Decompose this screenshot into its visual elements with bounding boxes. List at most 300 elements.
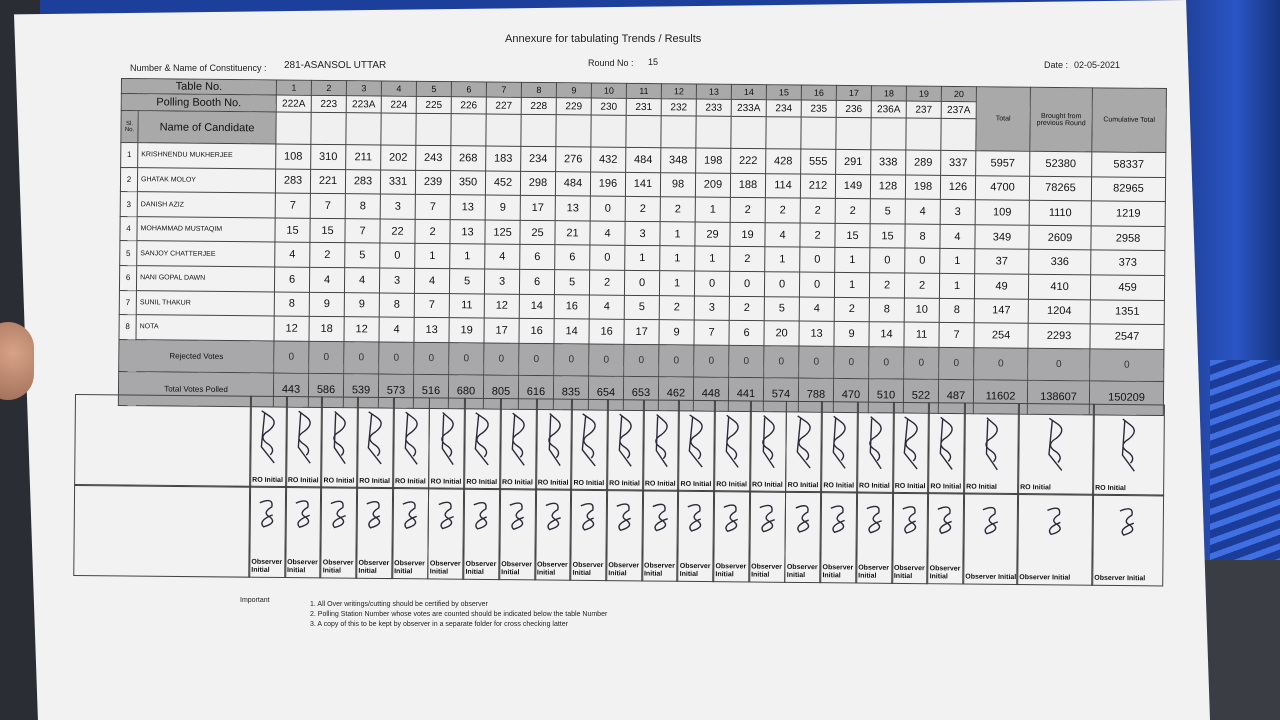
- vote-cell: 0: [905, 248, 940, 273]
- vote-cell: 183: [486, 146, 521, 171]
- vote-cell: 12: [484, 294, 519, 319]
- observer-initial-cell: [641, 489, 680, 581]
- vote-cell: 8: [345, 194, 380, 219]
- vote-cell: 6: [729, 320, 764, 345]
- ro-initial-label: RO Initial: [359, 477, 391, 486]
- total-cell: 4700: [975, 175, 1029, 200]
- rejected-vote-cell: 0: [309, 341, 344, 373]
- ro-initial-label: RO Initial: [894, 482, 926, 491]
- vote-cell: 7: [415, 195, 450, 220]
- vote-cell: 0: [590, 245, 625, 270]
- blank-header-cell: [451, 114, 486, 146]
- ro-initial-cell: [856, 402, 895, 494]
- booth-number-cell: 224: [381, 96, 416, 113]
- blank-header-cell: [696, 116, 731, 148]
- observer-initial-label: Observer Initial: [572, 561, 604, 577]
- observer-initial-cell: [784, 491, 823, 583]
- rejected-vote-cell: 0: [274, 341, 309, 373]
- note-2: 2. Polling Station Number whose votes are counted should be indicated below the table Number: [310, 611, 608, 618]
- vote-cell: 7: [275, 193, 310, 218]
- rejected-cumulative-cell: 0: [1090, 349, 1164, 382]
- total-polled-cell: 448: [693, 377, 728, 412]
- table-number-cell: 11: [626, 83, 661, 98]
- vote-cell: 18: [309, 316, 344, 341]
- ro-signature: [540, 405, 568, 475]
- observer-initial-label: Observer Initial: [465, 560, 497, 576]
- vote-cell: 2: [589, 270, 624, 295]
- ro-signature: [361, 404, 389, 474]
- sl-no-cell: 2: [120, 167, 137, 192]
- vote-cell: 2: [730, 198, 765, 223]
- observer-initial-cell: [855, 492, 894, 584]
- vote-cell: 283: [275, 169, 310, 194]
- booth-number-cell: 223: [311, 95, 346, 112]
- ro-initial-cell: [677, 400, 716, 492]
- observer-initial-label: Observer Initial: [501, 561, 533, 577]
- booth-number-cell: 237A: [941, 101, 976, 118]
- brought-cell: 410: [1028, 274, 1090, 299]
- vote-cell: 283: [345, 169, 380, 194]
- ro-initial-label: RO Initial: [751, 481, 783, 489]
- observer-initial-cell: [498, 488, 537, 580]
- vote-cell: 4: [799, 297, 834, 322]
- observer-initial-label: Observer Initial: [1019, 574, 1071, 582]
- cumulative-cell: 2958: [1091, 226, 1165, 251]
- vote-cell: 7: [694, 320, 729, 345]
- ro-signature: [861, 409, 889, 479]
- vote-cell: 289: [906, 150, 941, 175]
- ro-initial-label: RO Initial: [966, 483, 997, 491]
- observer-initial-label: Observer Initial: [1094, 574, 1146, 583]
- observer-initial-cell: [1091, 494, 1164, 587]
- brought-cell: 336: [1029, 250, 1091, 275]
- ro-initial-cell: [392, 397, 431, 489]
- rejected-vote-cell: 0: [764, 345, 799, 377]
- table-number-cell: 7: [486, 82, 521, 97]
- ro-signature: [576, 406, 604, 476]
- total-cell: 109: [975, 200, 1029, 225]
- ro-signature: [754, 408, 782, 478]
- cumulative-cell: 373: [1091, 250, 1165, 275]
- candidate-name-cell: SANJOY CHATTERJEE: [137, 241, 275, 267]
- page-title: Annexure for tabulating Trends / Results: [505, 33, 702, 45]
- vote-cell: 17: [484, 318, 519, 343]
- vote-cell: 3: [694, 296, 729, 321]
- total-polled-cumulative-cell: 150209: [1089, 381, 1163, 416]
- total-polled-cell: 680: [448, 374, 483, 409]
- observer-signature: [825, 498, 853, 542]
- observer-initial-cell: [712, 490, 751, 582]
- vote-cell: 2: [659, 295, 694, 320]
- brought-header: Brought from previous Round: [1030, 87, 1093, 152]
- total-polled-cell: 441: [728, 377, 763, 412]
- blank-header-cell: [906, 118, 941, 150]
- table-number-cell: 9: [556, 83, 591, 98]
- observer-initial-cell: [534, 488, 573, 580]
- blank-header-cell: [556, 115, 591, 147]
- vote-cell: 13: [799, 321, 834, 346]
- ro-initial-cell: [249, 396, 288, 488]
- total-polled-cell: 788: [798, 378, 833, 413]
- observer-signature: [361, 494, 389, 538]
- ro-initial-label: RO Initial: [609, 480, 640, 488]
- total-polled-cell: 510: [868, 378, 903, 413]
- vote-cell: 198: [905, 175, 940, 200]
- observer-initial-cell: [462, 488, 501, 580]
- ro-initial-cell: [463, 398, 502, 490]
- vote-cell: 1: [659, 271, 694, 296]
- vote-cell: 8: [905, 224, 940, 249]
- vote-cell: 2: [869, 273, 904, 298]
- vote-cell: 2: [729, 296, 764, 321]
- ro-initial-cell: [1092, 404, 1165, 497]
- blank-header-cell: [521, 114, 556, 146]
- observer-signature: [932, 499, 960, 543]
- vote-cell: 9: [344, 292, 379, 317]
- ro-signature: [468, 405, 496, 475]
- vote-cell: 1: [415, 244, 450, 269]
- observer-initial-label: Observer Initial: [536, 561, 568, 577]
- observer-signature: [753, 498, 781, 542]
- observer-initial-label: Observer Initial: [715, 563, 747, 579]
- vote-cell: 16: [519, 318, 554, 343]
- rejected-vote-cell: 0: [589, 344, 624, 376]
- important-label: Important: [240, 597, 270, 604]
- observer-initial-cell: [1016, 493, 1094, 586]
- ro-signature: [290, 403, 318, 473]
- observer-signature: [432, 494, 460, 538]
- vote-cell: 12: [274, 316, 309, 341]
- booth-number-cell: 235: [801, 100, 836, 117]
- ro-initial-label: RO Initial: [859, 482, 890, 490]
- observer-signature: [468, 495, 496, 539]
- booth-number-cell: 229: [556, 98, 591, 115]
- candidate-name-cell: NANI GOPAL DAWN: [136, 266, 274, 292]
- vote-cell: 14: [519, 294, 554, 319]
- vote-cell: 114: [765, 173, 800, 198]
- ro-signature: [790, 408, 818, 478]
- observer-initial-label: Observer Initial: [322, 559, 354, 575]
- cumulative-cell: 1219: [1091, 201, 1165, 226]
- sl-no-header: Sl. No.: [121, 111, 138, 143]
- booth-number-cell: 230: [591, 98, 626, 115]
- observer-initial-cell: [427, 487, 466, 579]
- table-number-cell: 13: [696, 84, 731, 99]
- vote-cell: 291: [836, 149, 871, 174]
- vote-cell: 1: [660, 222, 695, 247]
- vote-cell: 12: [344, 317, 379, 342]
- vote-cell: 209: [695, 173, 730, 198]
- vote-cell: 19: [449, 318, 484, 343]
- observer-initial-cell: [355, 487, 394, 579]
- vote-cell: 2: [625, 197, 660, 222]
- vote-cell: 9: [309, 292, 344, 317]
- vote-cell: 149: [835, 174, 870, 199]
- observer-signature: [968, 500, 1014, 544]
- vote-cell: 0: [590, 196, 625, 221]
- vote-cell: 9: [659, 320, 694, 345]
- observer-signature: [646, 496, 674, 540]
- ro-initial-cell: [785, 401, 824, 493]
- total-polled-cell: 462: [658, 376, 693, 411]
- vote-cell: 221: [310, 169, 345, 194]
- vote-cell: 9: [834, 321, 869, 346]
- vote-cell: 243: [416, 145, 451, 170]
- blank-header-cell: [346, 113, 381, 145]
- rejected-vote-cell: 0: [449, 342, 484, 374]
- observer-signature: [861, 499, 889, 543]
- ro-initial-label: RO Initial: [787, 481, 819, 490]
- vote-cell: 4: [379, 317, 414, 342]
- ro-initial-cell: [642, 399, 681, 491]
- vote-cell: 11: [904, 322, 939, 347]
- observer-initial-label: Observer Initial: [394, 560, 425, 576]
- total-polled-cell: 539: [343, 373, 378, 408]
- brought-cell: 2293: [1028, 323, 1090, 348]
- vote-cell: 5: [554, 270, 589, 295]
- cumulative-cell: 2547: [1090, 324, 1164, 349]
- table-number-cell: 4: [381, 81, 416, 96]
- observer-signature: [325, 493, 353, 537]
- vote-cell: 7: [345, 218, 380, 243]
- cumulative-cell: 1351: [1090, 299, 1164, 324]
- vote-cell: 3: [380, 194, 415, 219]
- booth-number-cell: 225: [416, 96, 451, 113]
- rejected-vote-cell: 0: [414, 342, 449, 374]
- vote-cell: 4: [590, 221, 625, 246]
- observer-initial-cell: [284, 486, 323, 578]
- total-polled-brought-cell: 138607: [1027, 380, 1089, 415]
- vote-cell: 7: [414, 293, 449, 318]
- observer-initial-label: Observer Initial: [822, 564, 854, 580]
- total-header: Total: [976, 87, 1031, 152]
- vote-cell: 7: [310, 194, 345, 219]
- blank-header-cell: [311, 112, 346, 144]
- ro-signature: [326, 403, 354, 473]
- blank-header-cell: [626, 115, 661, 147]
- sl-no-cell: 7: [119, 290, 136, 315]
- observer-initial-cell: [927, 492, 966, 584]
- results-table: [118, 78, 1167, 416]
- candidate-name-cell: SUNIL THAKUR: [136, 290, 274, 316]
- vote-cell: 1: [939, 273, 974, 298]
- vote-cell: 4: [275, 242, 310, 267]
- observer-signature: [611, 496, 639, 540]
- vote-cell: 15: [835, 223, 870, 248]
- ro-initial-cell: [749, 400, 788, 492]
- blank-header-cell: [766, 117, 801, 149]
- ro-initial-label: RO Initial: [323, 477, 355, 485]
- ro-signature: [397, 404, 425, 474]
- ro-initial-cell: [606, 399, 645, 491]
- vote-cell: 2: [415, 219, 450, 244]
- date-label: Date :: [1044, 60, 1069, 70]
- vote-cell: 98: [660, 172, 695, 197]
- booth-number-cell: 226: [451, 97, 486, 114]
- observer-initial-label: Observer Initial: [965, 573, 1017, 582]
- ro-initial-cell: [285, 396, 324, 488]
- sl-no-cell: 5: [120, 241, 137, 266]
- ro-signature: [825, 408, 853, 478]
- vote-cell: 2: [904, 273, 939, 298]
- table-number-cell: 10: [591, 83, 626, 98]
- rejected-vote-cell: 0: [554, 343, 589, 375]
- vote-cell: 1: [940, 249, 975, 274]
- blank-header-cell: [486, 114, 521, 146]
- observer-initial-cell: [891, 492, 930, 584]
- vote-cell: 22: [380, 219, 415, 244]
- vote-cell: 0: [870, 248, 905, 273]
- ro-signature: [647, 406, 675, 476]
- vote-cell: 432: [591, 147, 626, 172]
- rejected-vote-cell: 0: [869, 346, 904, 378]
- ro-initial-label: RO Initial: [1020, 484, 1051, 492]
- vote-cell: 234: [521, 146, 556, 171]
- vote-cell: 5: [764, 296, 799, 321]
- table-number-cell: 8: [521, 82, 556, 97]
- observer-initial-label: Observer Initial: [858, 564, 890, 580]
- observer-signature: [789, 498, 817, 542]
- observer-signature: [289, 493, 317, 537]
- candidate-name-cell: KRISHNENDU MUKHERJEE: [138, 143, 276, 169]
- observer-initial-label: Observer Initial: [751, 563, 782, 579]
- vote-cell: 5: [624, 295, 659, 320]
- ro-initial-cell: [927, 402, 966, 494]
- total-polled-cell: 574: [763, 377, 798, 412]
- vote-cell: 6: [519, 269, 554, 294]
- booth-number-cell: 234: [766, 100, 801, 117]
- vote-cell: 125: [485, 220, 520, 245]
- vote-cell: 126: [940, 175, 975, 200]
- ro-initial-label: RO Initial: [502, 479, 533, 487]
- observer-initial-label: Observer Initial: [429, 560, 461, 576]
- vote-cell: 331: [380, 170, 415, 195]
- ro-signature: [897, 409, 925, 479]
- blank-header-cell: [276, 112, 311, 144]
- candidate-name-cell: MOHAMMAD MUSTAQIM: [137, 216, 275, 242]
- ro-initial-label: RO Initial: [680, 480, 712, 489]
- ro-signature: [683, 407, 711, 477]
- ro-initial-label: RO Initial: [573, 479, 605, 488]
- vote-cell: 222: [731, 148, 766, 173]
- ro-signature: [611, 406, 639, 476]
- vote-cell: 0: [764, 272, 799, 297]
- observer-signature: [682, 497, 710, 541]
- ro-initial-cell: [428, 397, 467, 489]
- signature-label-cell-observer: [73, 484, 251, 578]
- vote-cell: 2: [765, 198, 800, 223]
- total-polled-cell: 522: [903, 379, 938, 414]
- vote-cell: 13: [450, 219, 485, 244]
- candidate-name-cell: DANISH AZIZ: [137, 192, 275, 218]
- total-polled-cell: 487: [938, 379, 973, 414]
- booth-label: Polling Booth No.: [121, 93, 276, 112]
- vote-cell: 0: [800, 247, 835, 272]
- vote-cell: 15: [310, 218, 345, 243]
- vote-cell: 1: [834, 272, 869, 297]
- total-polled-cell: 443: [273, 373, 308, 408]
- total-cell: 349: [975, 225, 1029, 250]
- vote-cell: 8: [274, 292, 309, 317]
- round-label: Round No :: [588, 58, 634, 68]
- observer-initial-label: Observer Initial: [679, 562, 711, 578]
- vote-cell: 128: [870, 174, 905, 199]
- rejected-vote-cell: 0: [834, 346, 869, 378]
- vote-cell: 8: [869, 297, 904, 322]
- vote-cell: 2: [730, 247, 765, 272]
- vote-cell: 19: [730, 222, 765, 247]
- cumulative-cell: 82965: [1091, 176, 1165, 201]
- observer-initial-label: Observer Initial: [786, 563, 818, 580]
- vote-cell: 9: [485, 195, 520, 220]
- ro-signature: [1097, 411, 1160, 482]
- ro-initial-label: RO Initial: [716, 481, 748, 489]
- observer-signature: [504, 495, 532, 539]
- brought-cell: 52380: [1030, 151, 1092, 176]
- ro-initial-label: RO Initial: [1095, 484, 1126, 493]
- constituency-value: 281-ASANSOL UTTAR: [284, 60, 387, 71]
- background-stripes: [1210, 360, 1280, 560]
- vote-cell: 1: [765, 247, 800, 272]
- table-number-cell: 19: [906, 86, 941, 101]
- vote-cell: 428: [766, 149, 801, 174]
- sl-no-cell: 3: [120, 192, 137, 217]
- ro-initial-label: RO Initial: [394, 478, 426, 486]
- vote-cell: 198: [696, 148, 731, 173]
- total-cell: 254: [974, 323, 1028, 348]
- rejected-vote-cell: 0: [659, 344, 694, 376]
- observer-signature: [575, 496, 603, 540]
- total-polled-cell: 616: [518, 375, 553, 410]
- vote-cell: 2: [835, 199, 870, 224]
- observer-initial-cell: [320, 486, 359, 578]
- vote-cell: 8: [379, 293, 414, 318]
- observer-initial-cell: [248, 486, 287, 578]
- vote-cell: 29: [695, 222, 730, 247]
- vote-cell: 13: [414, 317, 449, 342]
- vote-cell: 4: [589, 295, 624, 320]
- vote-cell: 141: [625, 172, 660, 197]
- vote-cell: 2: [800, 223, 835, 248]
- vote-cell: 8: [939, 298, 974, 323]
- vote-cell: 1: [450, 244, 485, 269]
- vote-cell: 4: [940, 224, 975, 249]
- booth-number-cell: 227: [486, 97, 521, 114]
- observer-initial-cell: [748, 490, 787, 582]
- rejected-brought-cell: 0: [1028, 348, 1090, 381]
- observer-initial-cell: [677, 490, 716, 582]
- rejected-votes-label: Rejected Votes: [119, 339, 274, 373]
- vote-cell: 2: [660, 197, 695, 222]
- observer-signature: [254, 493, 282, 537]
- vote-cell: 348: [661, 148, 696, 173]
- ro-initial-cell: [535, 398, 574, 490]
- observer-initial-label: Observer Initial: [929, 565, 961, 581]
- note-3: 3. A copy of this to be kept by observer in a separate folder for cross checking latter: [310, 621, 568, 628]
- observer-signature: [539, 495, 567, 539]
- observer-initial-cell: [605, 489, 644, 581]
- blank-header-cell: [381, 113, 416, 145]
- vote-cell: 212: [800, 174, 835, 199]
- booth-number-cell: 233A: [731, 99, 766, 116]
- vote-cell: 4: [414, 268, 449, 293]
- vote-cell: 1: [695, 246, 730, 271]
- total-cell: 5957: [976, 151, 1030, 176]
- vote-cell: 15: [275, 218, 310, 243]
- candidate-name-cell: GHATAK MOLOY: [137, 167, 275, 193]
- vote-cell: 13: [450, 195, 485, 220]
- booth-number-cell: 231: [626, 98, 661, 115]
